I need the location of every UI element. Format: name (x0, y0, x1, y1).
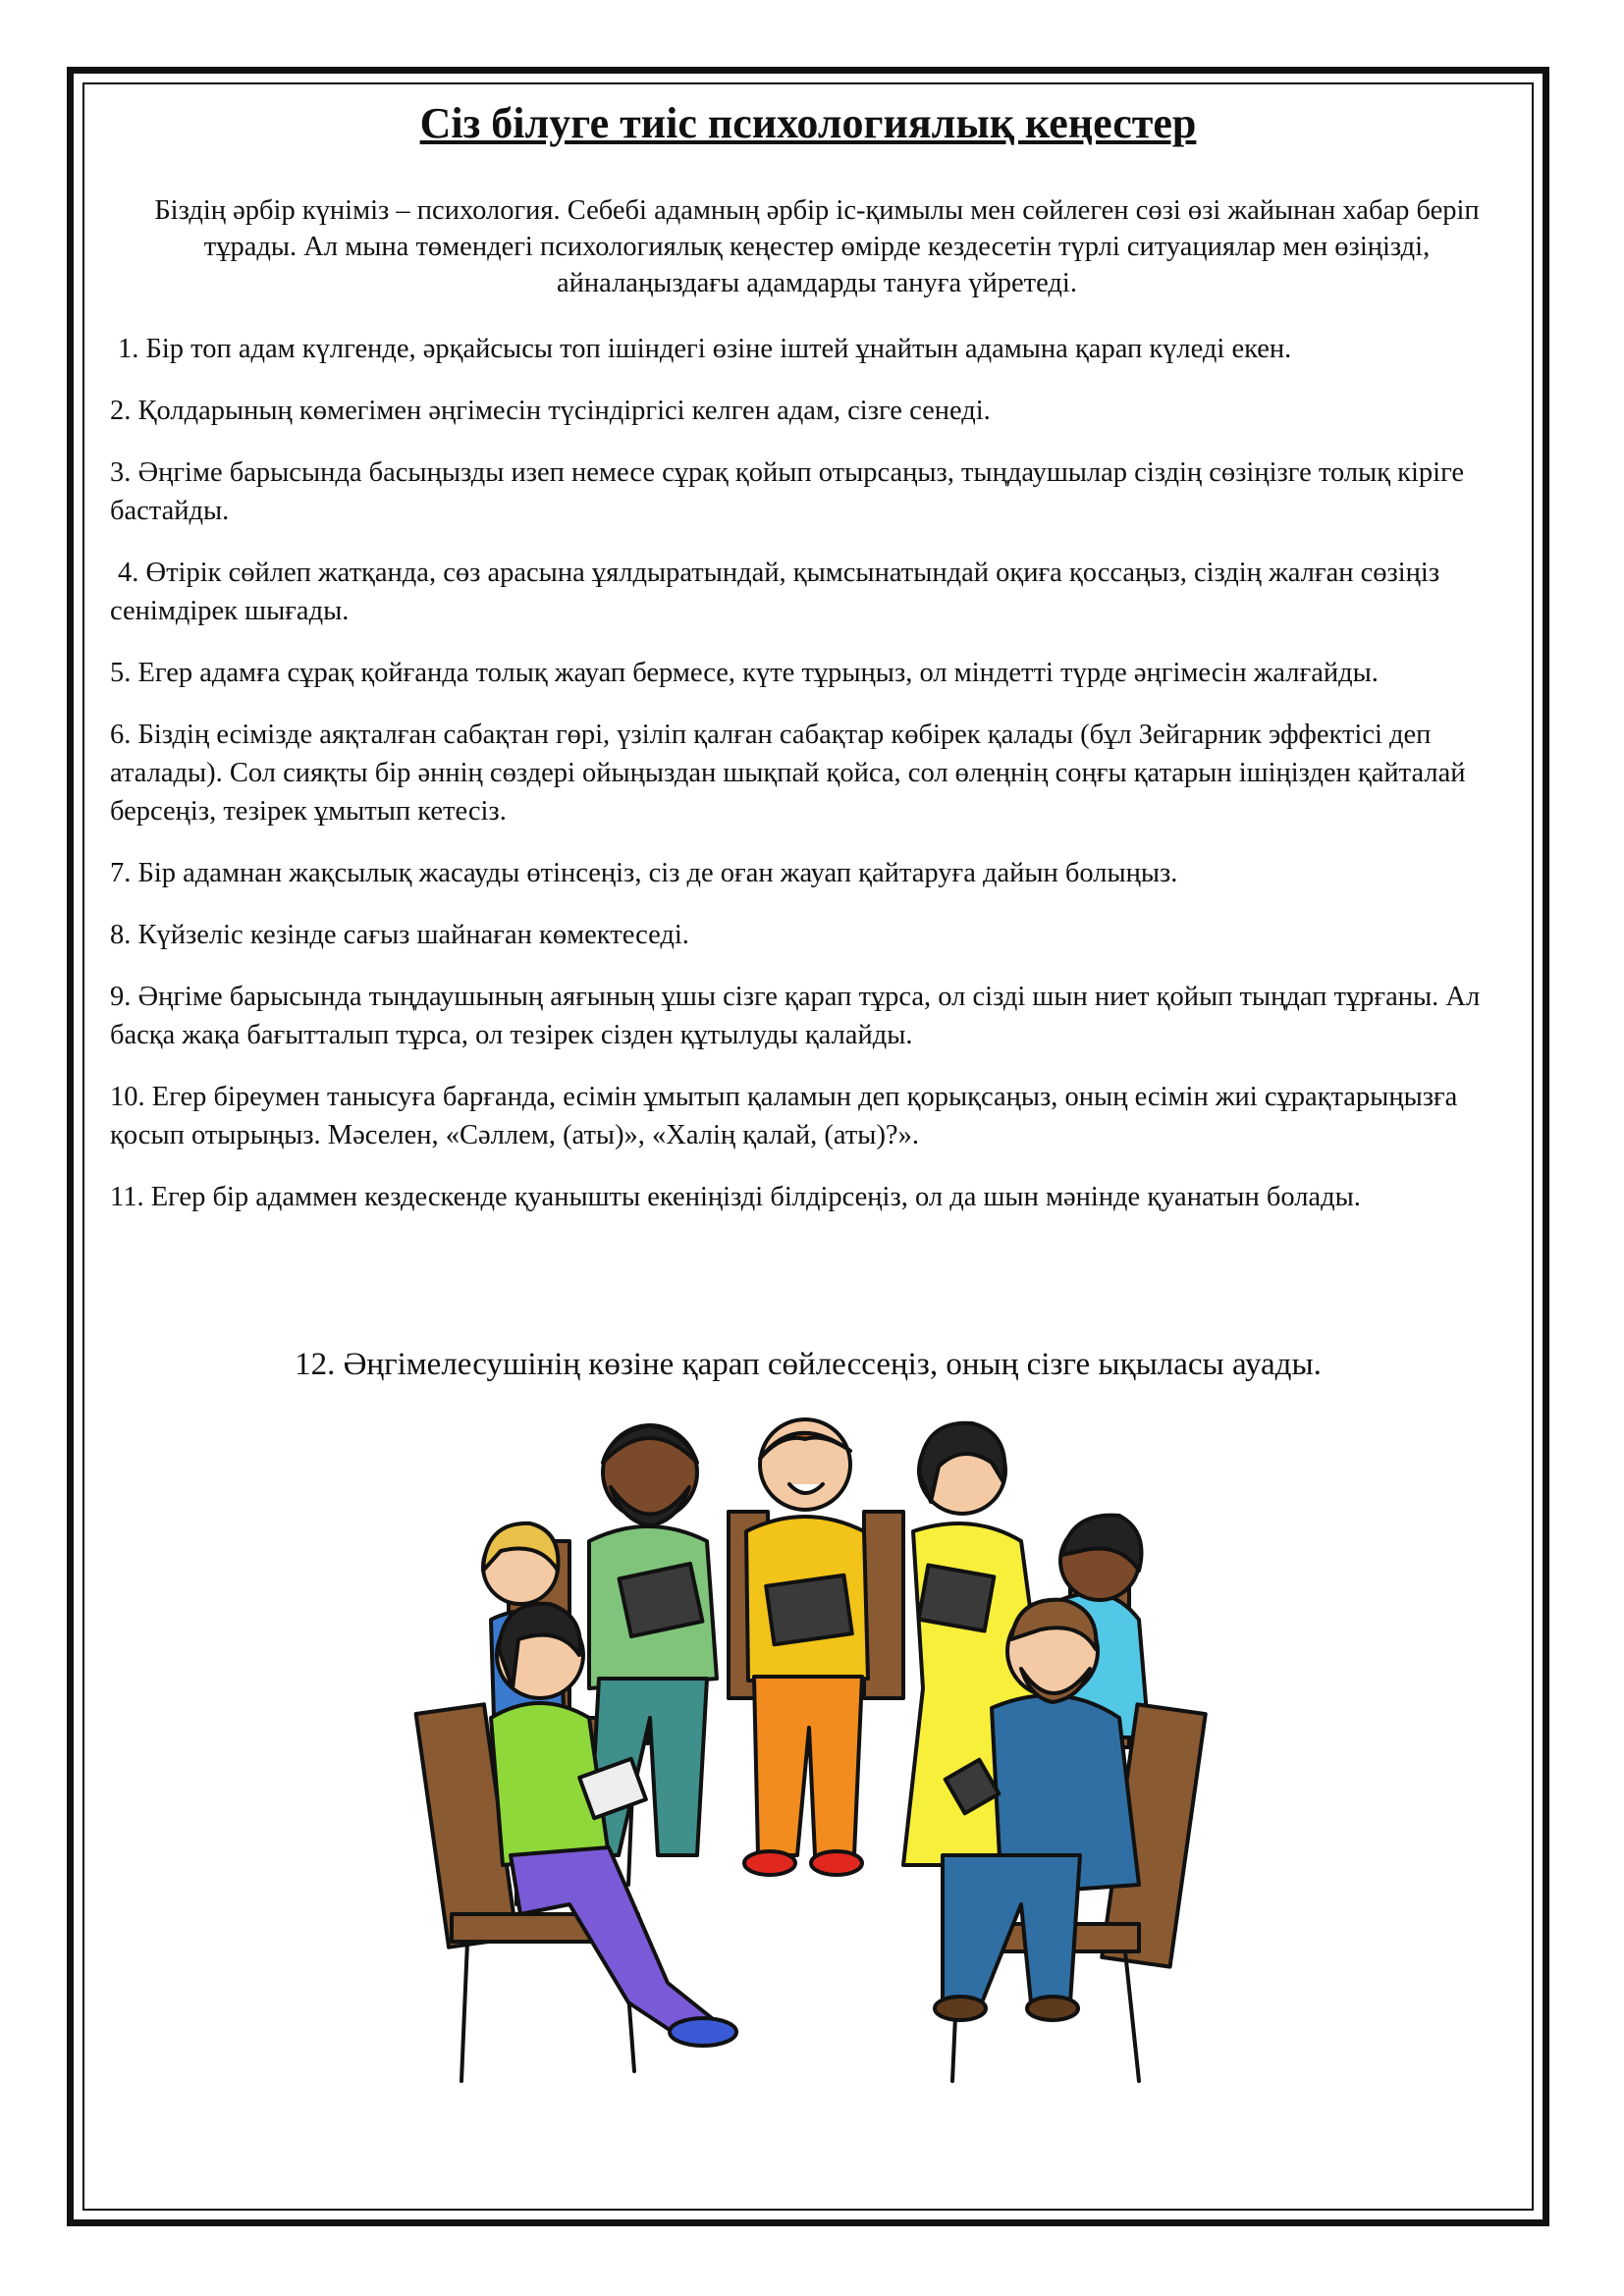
tip-item: 11. Егер бір адаммен кездескенде қуанышты екеніңізді білдірсеңіз, ол да шын мәнінде қуанатын болады. (110, 1182, 1361, 1212)
person-yellow-orange (744, 1419, 868, 1875)
tip-item: 1. Бір топ адам күлгенде, әрқайсысы топ ішіндегі өзіне іштей ұнайтын адамына қарап күледі екен. (118, 334, 1292, 364)
tip-item: 5. Егер адамға сұрақ қойғанда толық жауап бермесе, күте тұрыңыз, ол міндетті түрде әңгімесін жалғайды. (110, 658, 1379, 688)
tip-item: 4. Өтірік сөйлеп жатқанда, сөз арасына ұялдыратындай, қымсынатындай оқиға қоссаңыз, сіздің жалған сөзіңіз сенімдірек шығады. (110, 558, 1440, 626)
tip-item: 9. Әңгіме барысында тыңдаушының аяғының ұшы сізге қарап тұрса, ол сізді шын ниет қойып тыңдап тұрғаны. Ал басқа жақа бағытталып тұрса, ол тезірек сізден құтылуды қалайды. (110, 982, 1481, 1050)
tip-item: 3. Әңгіме барысында басыңызды изеп немесе сұрақ қойып отырсаңыз, тыңдаушылар сіздің сөзіңізге толық кіріге бастайды. (110, 457, 1465, 526)
tip-item: 6. Біздің есімізде аяқталған сабақтан гөрі, үзіліп қалған сабақтар көбірек қалады (бұл Зейгарник эффектісі деп аталады). Сол сияқты бір әннің сөздері ойыңыздан шықпай қойса, сол өлеңнің соңғы қатарын ішіңізден қайталай берсеңіз, тезірек ұмытып кетесіз. (110, 720, 1466, 827)
tips-list (110, 330, 1524, 1240)
people-circle-discussion-icon (393, 1394, 1237, 2101)
page-title: Сіз білуге тиіс психологиялық кеңестер (419, 99, 1197, 147)
tip-item: 2. Қолдарының көмегімен әңгімесін түсіндіргісі келген адам, сізге сенеді. (110, 396, 991, 426)
tip-item: 8. Күйзеліс кезінде сағыз шайнаған көмектеседі. (110, 920, 689, 950)
final-tip: 12. Әңгімелесушінің көзіне қарап сөйлессеңіз, оның сізге ықыласы ауады. (295, 1347, 1322, 1382)
tip-item: 7. Бір адамнан жақсылық жасауды өтінсеңіз, сіз де оған жауап қайтаруға дайын болыңыз. (110, 858, 1178, 888)
tip-item: 10. Егер біреумен танысуға барғанда, есімін ұмытып қаламын деп қорықсаңыз, оның есімін жиі сұрақтарыңызға қосып отырыңыз. Мәселен, «Сәллем, (аты)», «Халің қалай, (аты)?». (110, 1082, 1458, 1150)
intro-paragraph: Біздің әрбір күніміз – психология. Себебі адамның әрбір іс-қимылы мен сөйлеген сөзі өзі жайынан хабар беріп тұрады. Ал мына төмендегі психологиялық кеңестер өмірде кездесетін түрлі ситуациялар мен өзіңізді, айналаңыздағы адамдарды тануға үйретеді. (154, 195, 1480, 298)
